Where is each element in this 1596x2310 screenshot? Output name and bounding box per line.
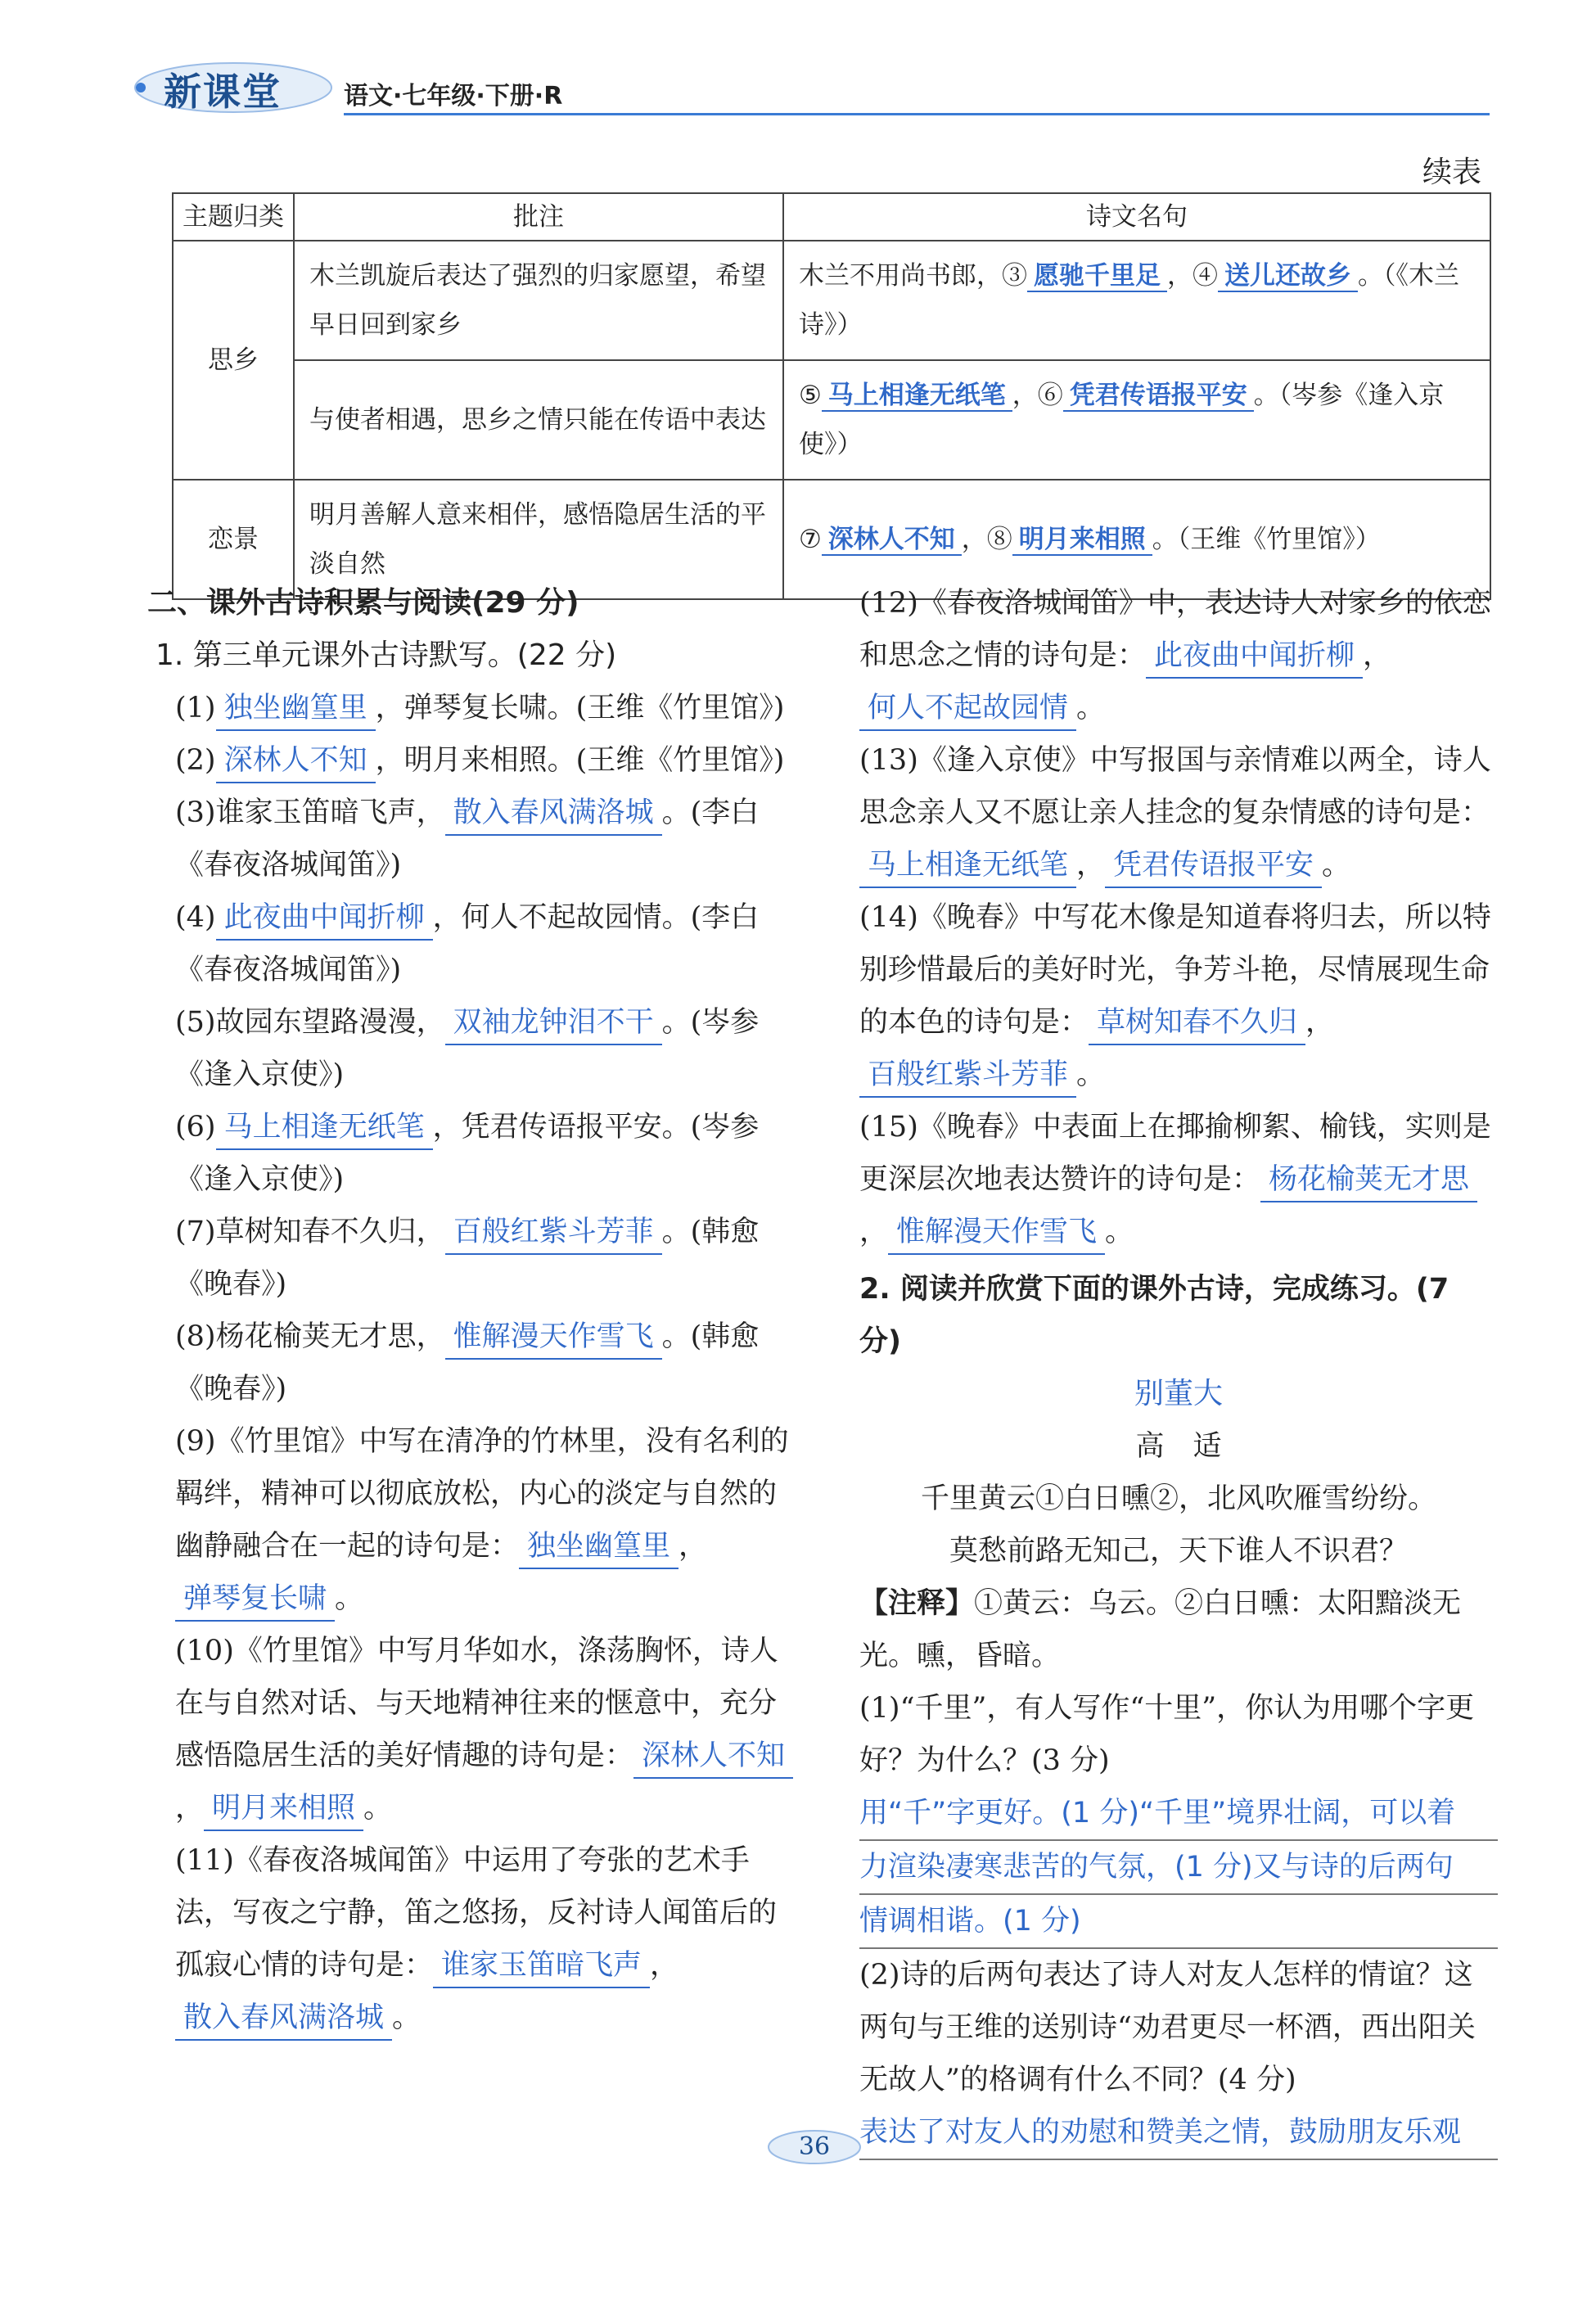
table-header-row <box>173 193 1490 241</box>
left-column <box>147 577 798 2044</box>
fill-item: (8)杨花榆荚无才思， 惟解漫天作雪飞 。(韩愈《晚春》) <box>147 1311 798 1415</box>
fill-item: (14)《晚春》中写花木像是知道春将归去，所以特别珍惜最后的美好时光，争芳斗艳，尽情展现生命的本色的诗句是： 草树知春不久归 ，百般红紫斗芳菲 。 <box>859 891 1498 1101</box>
fill-item: (2) 深林人不知 ，明月来相照。(王维《竹里馆》) <box>147 734 798 787</box>
answer-blank: 深林人不知 <box>822 525 962 556</box>
col-header-lines: 诗文名句 <box>783 193 1490 241</box>
answer-blank: 百般红紫斗芳菲 <box>445 1211 662 1255</box>
book-title: 语文·七年级·下册·R <box>344 82 563 111</box>
note-cell: 木兰凯旋后表达了强烈的归家愿望，希望早日回到家乡 <box>294 241 783 360</box>
fill-item: (13)《逢入京使》中写报国与亲情难以两全，诗人思念亲人又不愿让亲人挂念的复杂情感的诗句是：马上相逢无纸笔 ， 凭君传语报平安 。 <box>859 734 1498 891</box>
line-text: ⑦ <box>799 525 822 554</box>
line-text: 木兰不用尚书郎，③ <box>799 261 1027 291</box>
answer-blank: 弹琴复长啸 <box>175 1577 335 1622</box>
fill-item: (3)谁家玉笛暗飞声， 散入春风满洛城 。(李白《春夜洛城闻笛》) <box>147 787 798 891</box>
question-2: 2. 阅读并欣赏下面的课外古诗，完成练习。(7 分) <box>859 1273 1449 1358</box>
answer-blank: 马上相逢无纸笔 <box>859 844 1076 888</box>
answer-blank: 此夜曲中闻折柳 <box>216 896 433 941</box>
sub-question-2: (2)诗的后两句表达了诗人对友人怎样的情谊？这两句与王维的送别诗“劝君更尽一杯酒，西出阳关无故人”的格调有什么不同？(4 分) <box>859 1959 1476 2096</box>
fill-item: (15)《晚春》中表面上在揶揄柳絮、榆钱，实则是更深层次地表达赞许的诗句是： 杨花榆荚无才思， 惟解漫天作雪飞 。 <box>859 1101 1498 1258</box>
answer-blank: 深林人不知 <box>216 739 376 783</box>
answer-line: 表达了对友人的劝慰和赞美之情，鼓励朋友乐观 <box>859 2106 1498 2160</box>
table-continued-label: 续表 <box>1422 156 1482 189</box>
theme-table <box>172 192 1491 600</box>
table-row <box>173 360 1490 480</box>
fill-item: (10)《竹里馆》中写月华如水，涤荡胸怀，诗人在与自然对话、与天地精神往来的惬意中，充分感悟隐居生活的美好情趣的诗句是： 深林人不知， 明月来相照 。 <box>147 1625 798 1834</box>
poem-title: 别董大 <box>1134 1377 1223 1410</box>
fill-item: (1) 独坐幽篁里 ，弹琴复长啸。(王维《竹里馆》) <box>147 682 798 734</box>
answer-blank: 草树知春不久归 <box>1089 1001 1305 1045</box>
poem-notes <box>859 1577 1498 1682</box>
section-heading: 二、课外古诗积累与阅读(29 分) <box>147 586 579 620</box>
line-source: 。（岑参《逢入京使》） <box>799 381 1445 459</box>
line-text: ，⑧ <box>961 525 1012 554</box>
right-column <box>859 577 1498 2160</box>
sub-question-1: (1)“千里”，有人写作“十里”，你认为用哪个字更好？为什么？(3 分) <box>859 1692 1475 1777</box>
answer-line: 力渲染凄寒悲苦的气氛，(1 分)又与诗的后两句 <box>859 1841 1498 1895</box>
line-source: 。（王维《竹里馆》） <box>1152 525 1381 554</box>
answer-blank: 惟解漫天作雪飞 <box>445 1315 662 1360</box>
lines-cell <box>783 241 1490 360</box>
notes-text: ①黄云：乌云。②白日曛：太阳黯淡无光。曛，昏暗。 <box>859 1587 1462 1672</box>
poem-line: 莫愁前路无知己，天下谁人不识君？ <box>949 1535 1408 1568</box>
answer-line: 情调相谐。(1 分) <box>859 1895 1498 1949</box>
poem-author: 高 适 <box>1135 1430 1222 1463</box>
answer-blank: 散入春风满洛城 <box>175 1996 392 2041</box>
answer-blank: 送儿还故乡 <box>1218 261 1358 292</box>
answer-blank: 明月来相照 <box>1012 525 1152 556</box>
answer-blank: 惟解漫天作雪飞 <box>888 1211 1105 1255</box>
category-cell: 恋景 <box>173 480 294 599</box>
note-cell: 与使者相遇，思乡之情只能在传语中表达 <box>294 360 783 480</box>
answer-line: 用“千”字更好。(1 分)“千里”境界壮阔，可以着 <box>859 1787 1498 1841</box>
line-text: ，④ <box>1167 261 1218 291</box>
answer-blank: 散入春风满洛城 <box>445 792 662 836</box>
answer-blank: 此夜曲中闻折柳 <box>1146 634 1363 679</box>
brand-title: 新课堂 <box>164 70 282 114</box>
answer-blank: 双袖龙钟泪不干 <box>445 1001 662 1045</box>
line-source: 。（《木兰诗》） <box>799 261 1459 340</box>
line-text: ，⑥ <box>1012 381 1063 410</box>
answer-blank: 深林人不知 <box>633 1735 793 1779</box>
fill-item: (9)《竹里馆》中写在清净的竹林里，没有名利的羁绊，精神可以彻底放松，内心的淡定与自然的幽静融合在一起的诗句是： 独坐幽篁里 ，弹琴复长啸 。 <box>147 1415 798 1625</box>
col-header-note: 批注 <box>294 193 783 241</box>
answer-blank: 马上相逢无纸笔 <box>216 1106 433 1150</box>
answer-blank: 马上相逢无纸笔 <box>822 381 1012 412</box>
answer-blank: 谁家玉笛暗飞声 <box>433 1944 650 1988</box>
fill-item: (6) 马上相逢无纸笔 ，凭君传语报平安。(岑参《逢入京使》) <box>147 1101 798 1206</box>
table-row <box>173 241 1490 360</box>
answer-blank: 杨花榆荚无才思 <box>1260 1158 1477 1202</box>
line-text: ⑤ <box>799 381 822 410</box>
fill-item: (12)《春夜洛城闻笛》中，表达诗人对家乡的依恋和思念之情的诗句是： 此夜曲中闻折柳 ，何人不起故园情 。 <box>859 577 1498 734</box>
answer-blank: 独坐幽篁里 <box>519 1525 679 1569</box>
category-cell: 思乡 <box>173 241 294 480</box>
poem-line: 千里黄云①白日曛②，北风吹雁雪纷纷。 <box>920 1482 1436 1515</box>
lines-cell <box>783 360 1490 480</box>
answer-blank: 独坐幽篁里 <box>216 687 376 731</box>
fill-item: (7)草树知春不久归， 百般红紫斗芳菲 。(韩愈《晚春》) <box>147 1206 798 1311</box>
page-number: 36 <box>798 2132 831 2161</box>
answer-blank: 百般红紫斗芳菲 <box>859 1053 1076 1098</box>
notes-label: 【注释】 <box>859 1586 975 1620</box>
question-1: 1. 第三单元课外古诗默写。(22 分) <box>156 638 617 672</box>
fill-item: (4) 此夜曲中闻折柳 ，何人不起故园情。(李白《春夜洛城闻笛》) <box>147 891 798 996</box>
note-cell: 明月善解人意来相伴，感悟隐居生活的平淡自然 <box>294 480 783 599</box>
answer-blank: 凭君传语报平安 <box>1105 844 1322 888</box>
answer-blank: 明月来相照 <box>204 1787 363 1831</box>
answer-blank: 凭君传语报平安 <box>1063 381 1254 412</box>
header-divider <box>344 113 1490 115</box>
fill-item: (11)《春夜洛城闻笛》中运用了夸张的艺术手法，写夜之宁静，笛之悠扬，反衬诗人闻笛后的孤寂心情的诗句是： 谁家玉笛暗飞声 ，散入春风满洛城 。 <box>147 1834 798 2044</box>
col-header-category: 主题归类 <box>173 193 294 241</box>
answer-blank: 愿驰千里足 <box>1027 261 1167 292</box>
answer-blank: 何人不起故园情 <box>859 687 1076 731</box>
fill-item: (5)故园东望路漫漫， 双袖龙钟泪不干 。(岑参《逢入京使》) <box>147 996 798 1101</box>
